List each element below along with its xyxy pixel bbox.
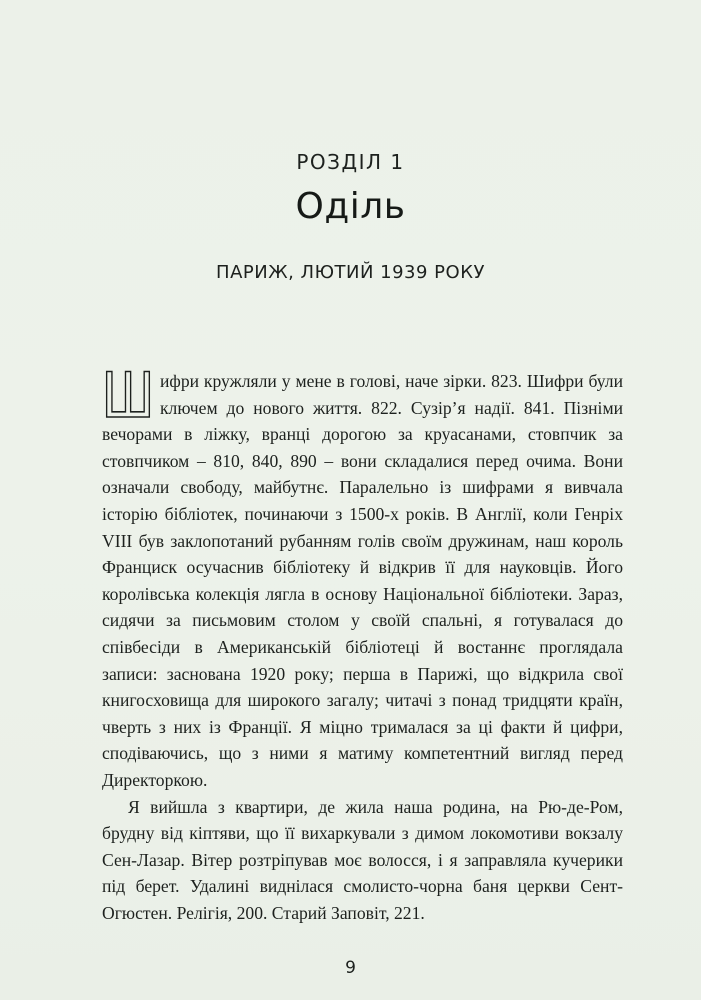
chapter-body [102, 357, 623, 926]
paragraph-1 [102, 357, 623, 794]
paragraph-2: Я вийшла з квартири, де жила наша родина, на Рю-де-Ром, брудну від кіптяви, що її вихаркували з димом локомотиви вокзалу Сен-Лазар. Вітер розтріпував моє волосся, і я заправляла кучерики під берет. Удалині виднілася смолисто-чорна баня церкви Сент-Огюстен. Релігія, 200. Старий Заповіт, 221. [102, 796, 623, 923]
page-number: 9 [345, 958, 356, 978]
paragraph-1-text: ифри кружляли у мене в голові, наче зірки. 823. Шифри були ключем до нового життя. 822. Сузір’я надії. 841. Пізніми вечорами в ліжку, вранці дорогою за круасанами, стовпчик за стовпчиком – 810, 840, 890 – вони складалися перед очима. Вони означали свободу, майбутнє. Паралельно із шифрами я вивчала історію бібліотек, починаючи з 1500-х років. В Англії, коли Генріх VIII був заклопотаний рубанням голів своїм дружинам, наш король Франциск осучаснив бібліотеку й відкрив її для науковців. Його королівська колекція лягла в основу Національної бібліотеки. Зараз, сидячи за письмовим столом у своїй спальні, я готувалася до співбесіди в Американській бібліотеці й востаннє проглядала записи: заснована 1920 року; перша в Парижі, що відкрила свої книгосховища для широкого загалу; читачі з понад тридцяти країн, чверть з них із Франції. Я міцно трималася за ці факти й цифри, сподіваючись, що з ними я матиму компетентний вигляд перед Директоркою. [102, 371, 623, 790]
place-date-subtitle: ПАРИЖ, ЛЮТИЙ 1939 РОКУ [216, 262, 485, 283]
drop-cap-letter: Ш [102, 357, 154, 431]
chapter-label: РОЗДІЛ 1 [296, 150, 405, 174]
chapter-title: Оділь [295, 186, 406, 227]
drop-cap [102, 357, 154, 431]
